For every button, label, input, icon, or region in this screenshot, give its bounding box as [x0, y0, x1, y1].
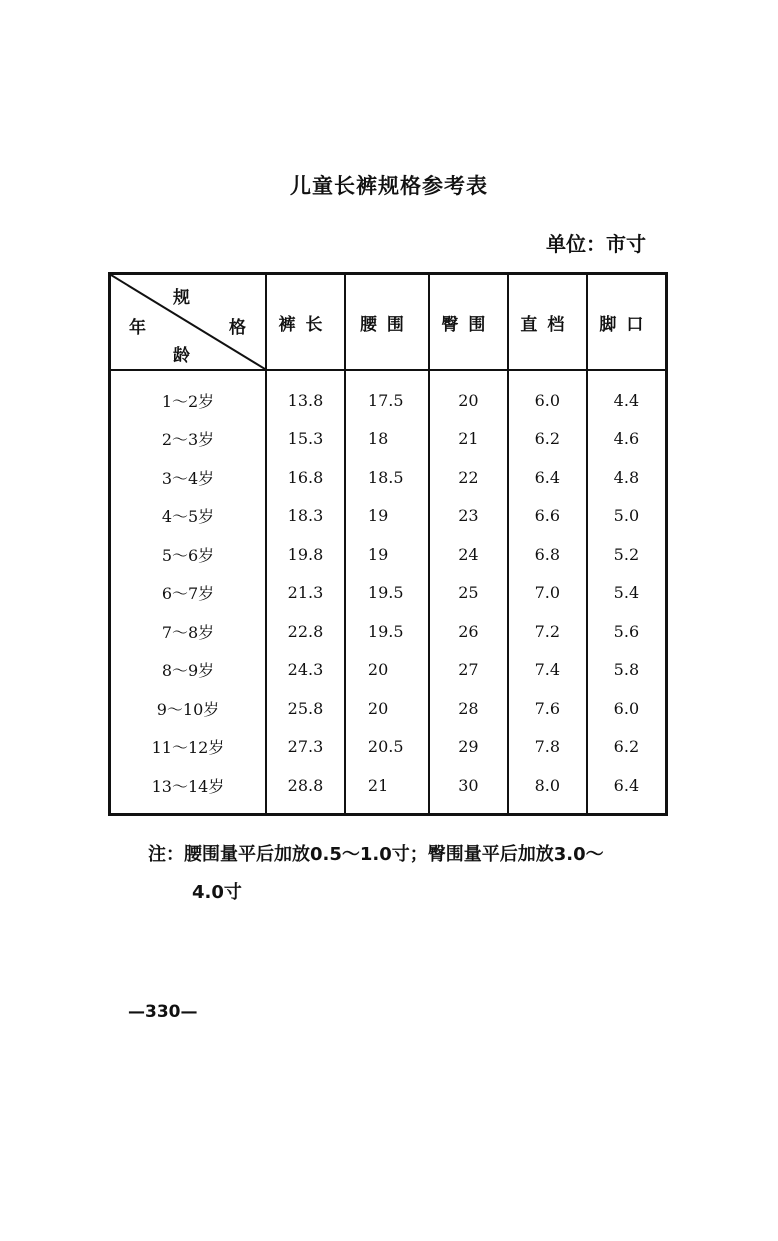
value-cell: 29 — [429, 728, 508, 767]
value-cell: 25.8 — [266, 689, 345, 728]
spec-table — [108, 272, 668, 816]
value-cell: 7.4 — [508, 651, 587, 690]
age-cell: 1～2岁 — [110, 370, 267, 420]
value-cell: 7.0 — [508, 574, 587, 613]
value-cell: 24.3 — [266, 651, 345, 690]
value-cell: 6.0 — [587, 689, 667, 728]
value-cell: 6.2 — [587, 728, 667, 767]
value-cell: 22 — [429, 458, 508, 497]
age-cell: 2～3岁 — [110, 420, 267, 459]
value-cell: 21 — [345, 766, 429, 814]
value-cell: 5.0 — [587, 497, 667, 536]
corner-year-label: 年 — [129, 318, 146, 338]
value-cell: 20 — [345, 651, 429, 690]
table-row — [110, 458, 667, 497]
unit-label: 单位：市寸 — [546, 232, 646, 256]
col-header-rise: 直档 — [508, 274, 587, 371]
value-cell: 18 — [345, 420, 429, 459]
age-cell: 13～14岁 — [110, 766, 267, 814]
value-cell: 28.8 — [266, 766, 345, 814]
value-cell: 6.4 — [587, 766, 667, 814]
value-cell: 19.5 — [345, 574, 429, 613]
age-cell: 4～5岁 — [110, 497, 267, 536]
age-cell: 6～7岁 — [110, 574, 267, 613]
value-cell: 23 — [429, 497, 508, 536]
footnote-line-1: 注：腰围量平后加放0.5～1.0寸；臀围量平后加放3.0～ — [148, 844, 604, 865]
value-cell: 13.8 — [266, 370, 345, 420]
age-cell: 5～6岁 — [110, 535, 267, 574]
value-cell: 27.3 — [266, 728, 345, 767]
age-cell: 3～4岁 — [110, 458, 267, 497]
value-cell: 18.3 — [266, 497, 345, 536]
corner-header — [110, 274, 267, 371]
table-row — [110, 766, 667, 814]
age-cell: 9～10岁 — [110, 689, 267, 728]
value-cell: 24 — [429, 535, 508, 574]
table-row — [110, 612, 667, 651]
table-row — [110, 574, 667, 613]
value-cell: 6.4 — [508, 458, 587, 497]
value-cell: 4.4 — [587, 370, 667, 420]
value-cell: 8.0 — [508, 766, 587, 814]
value-cell: 7.8 — [508, 728, 587, 767]
value-cell: 6.0 — [508, 370, 587, 420]
value-cell: 5.4 — [587, 574, 667, 613]
page-title: 儿童长裤规格参考表 — [290, 174, 488, 198]
footnote — [148, 836, 688, 912]
page-number: —330— — [128, 1002, 198, 1022]
col-header-hip: 臀围 — [429, 274, 508, 371]
value-cell: 18.5 — [345, 458, 429, 497]
age-cell: 11～12岁 — [110, 728, 267, 767]
value-cell: 17.5 — [345, 370, 429, 420]
col-header-waist: 腰围 — [345, 274, 429, 371]
table-row — [110, 535, 667, 574]
value-cell: 4.8 — [587, 458, 667, 497]
value-cell: 20 — [429, 370, 508, 420]
corner-spec-label: 规 — [173, 288, 190, 308]
table-row — [110, 728, 667, 767]
value-cell: 20 — [345, 689, 429, 728]
table-row — [110, 420, 667, 459]
table-row — [110, 651, 667, 690]
value-cell: 19 — [345, 497, 429, 536]
value-cell: 26 — [429, 612, 508, 651]
value-cell: 5.6 — [587, 612, 667, 651]
footnote-line-2: 4.0寸 — [192, 882, 242, 903]
value-cell: 15.3 — [266, 420, 345, 459]
value-cell: 5.8 — [587, 651, 667, 690]
value-cell: 6.8 — [508, 535, 587, 574]
corner-age-label: 龄 — [173, 346, 190, 366]
header-row — [110, 274, 667, 371]
value-cell: 7.2 — [508, 612, 587, 651]
value-cell: 21 — [429, 420, 508, 459]
age-cell: 7～8岁 — [110, 612, 267, 651]
value-cell: 30 — [429, 766, 508, 814]
value-cell: 21.3 — [266, 574, 345, 613]
value-cell: 28 — [429, 689, 508, 728]
value-cell: 7.6 — [508, 689, 587, 728]
value-cell: 5.2 — [587, 535, 667, 574]
table-row — [110, 497, 667, 536]
col-header-leg-opening: 脚口 — [587, 274, 667, 371]
value-cell: 6.2 — [508, 420, 587, 459]
value-cell: 22.8 — [266, 612, 345, 651]
value-cell: 19.5 — [345, 612, 429, 651]
value-cell: 25 — [429, 574, 508, 613]
value-cell: 4.6 — [587, 420, 667, 459]
corner-ge-label: 格 — [229, 318, 246, 338]
value-cell: 19.8 — [266, 535, 345, 574]
age-cell: 8～9岁 — [110, 651, 267, 690]
value-cell: 27 — [429, 651, 508, 690]
col-header-pants-length: 裤长 — [266, 274, 345, 371]
value-cell: 6.6 — [508, 497, 587, 536]
value-cell: 20.5 — [345, 728, 429, 767]
value-cell: 16.8 — [266, 458, 345, 497]
table-row — [110, 370, 667, 420]
table-row — [110, 689, 667, 728]
value-cell: 19 — [345, 535, 429, 574]
